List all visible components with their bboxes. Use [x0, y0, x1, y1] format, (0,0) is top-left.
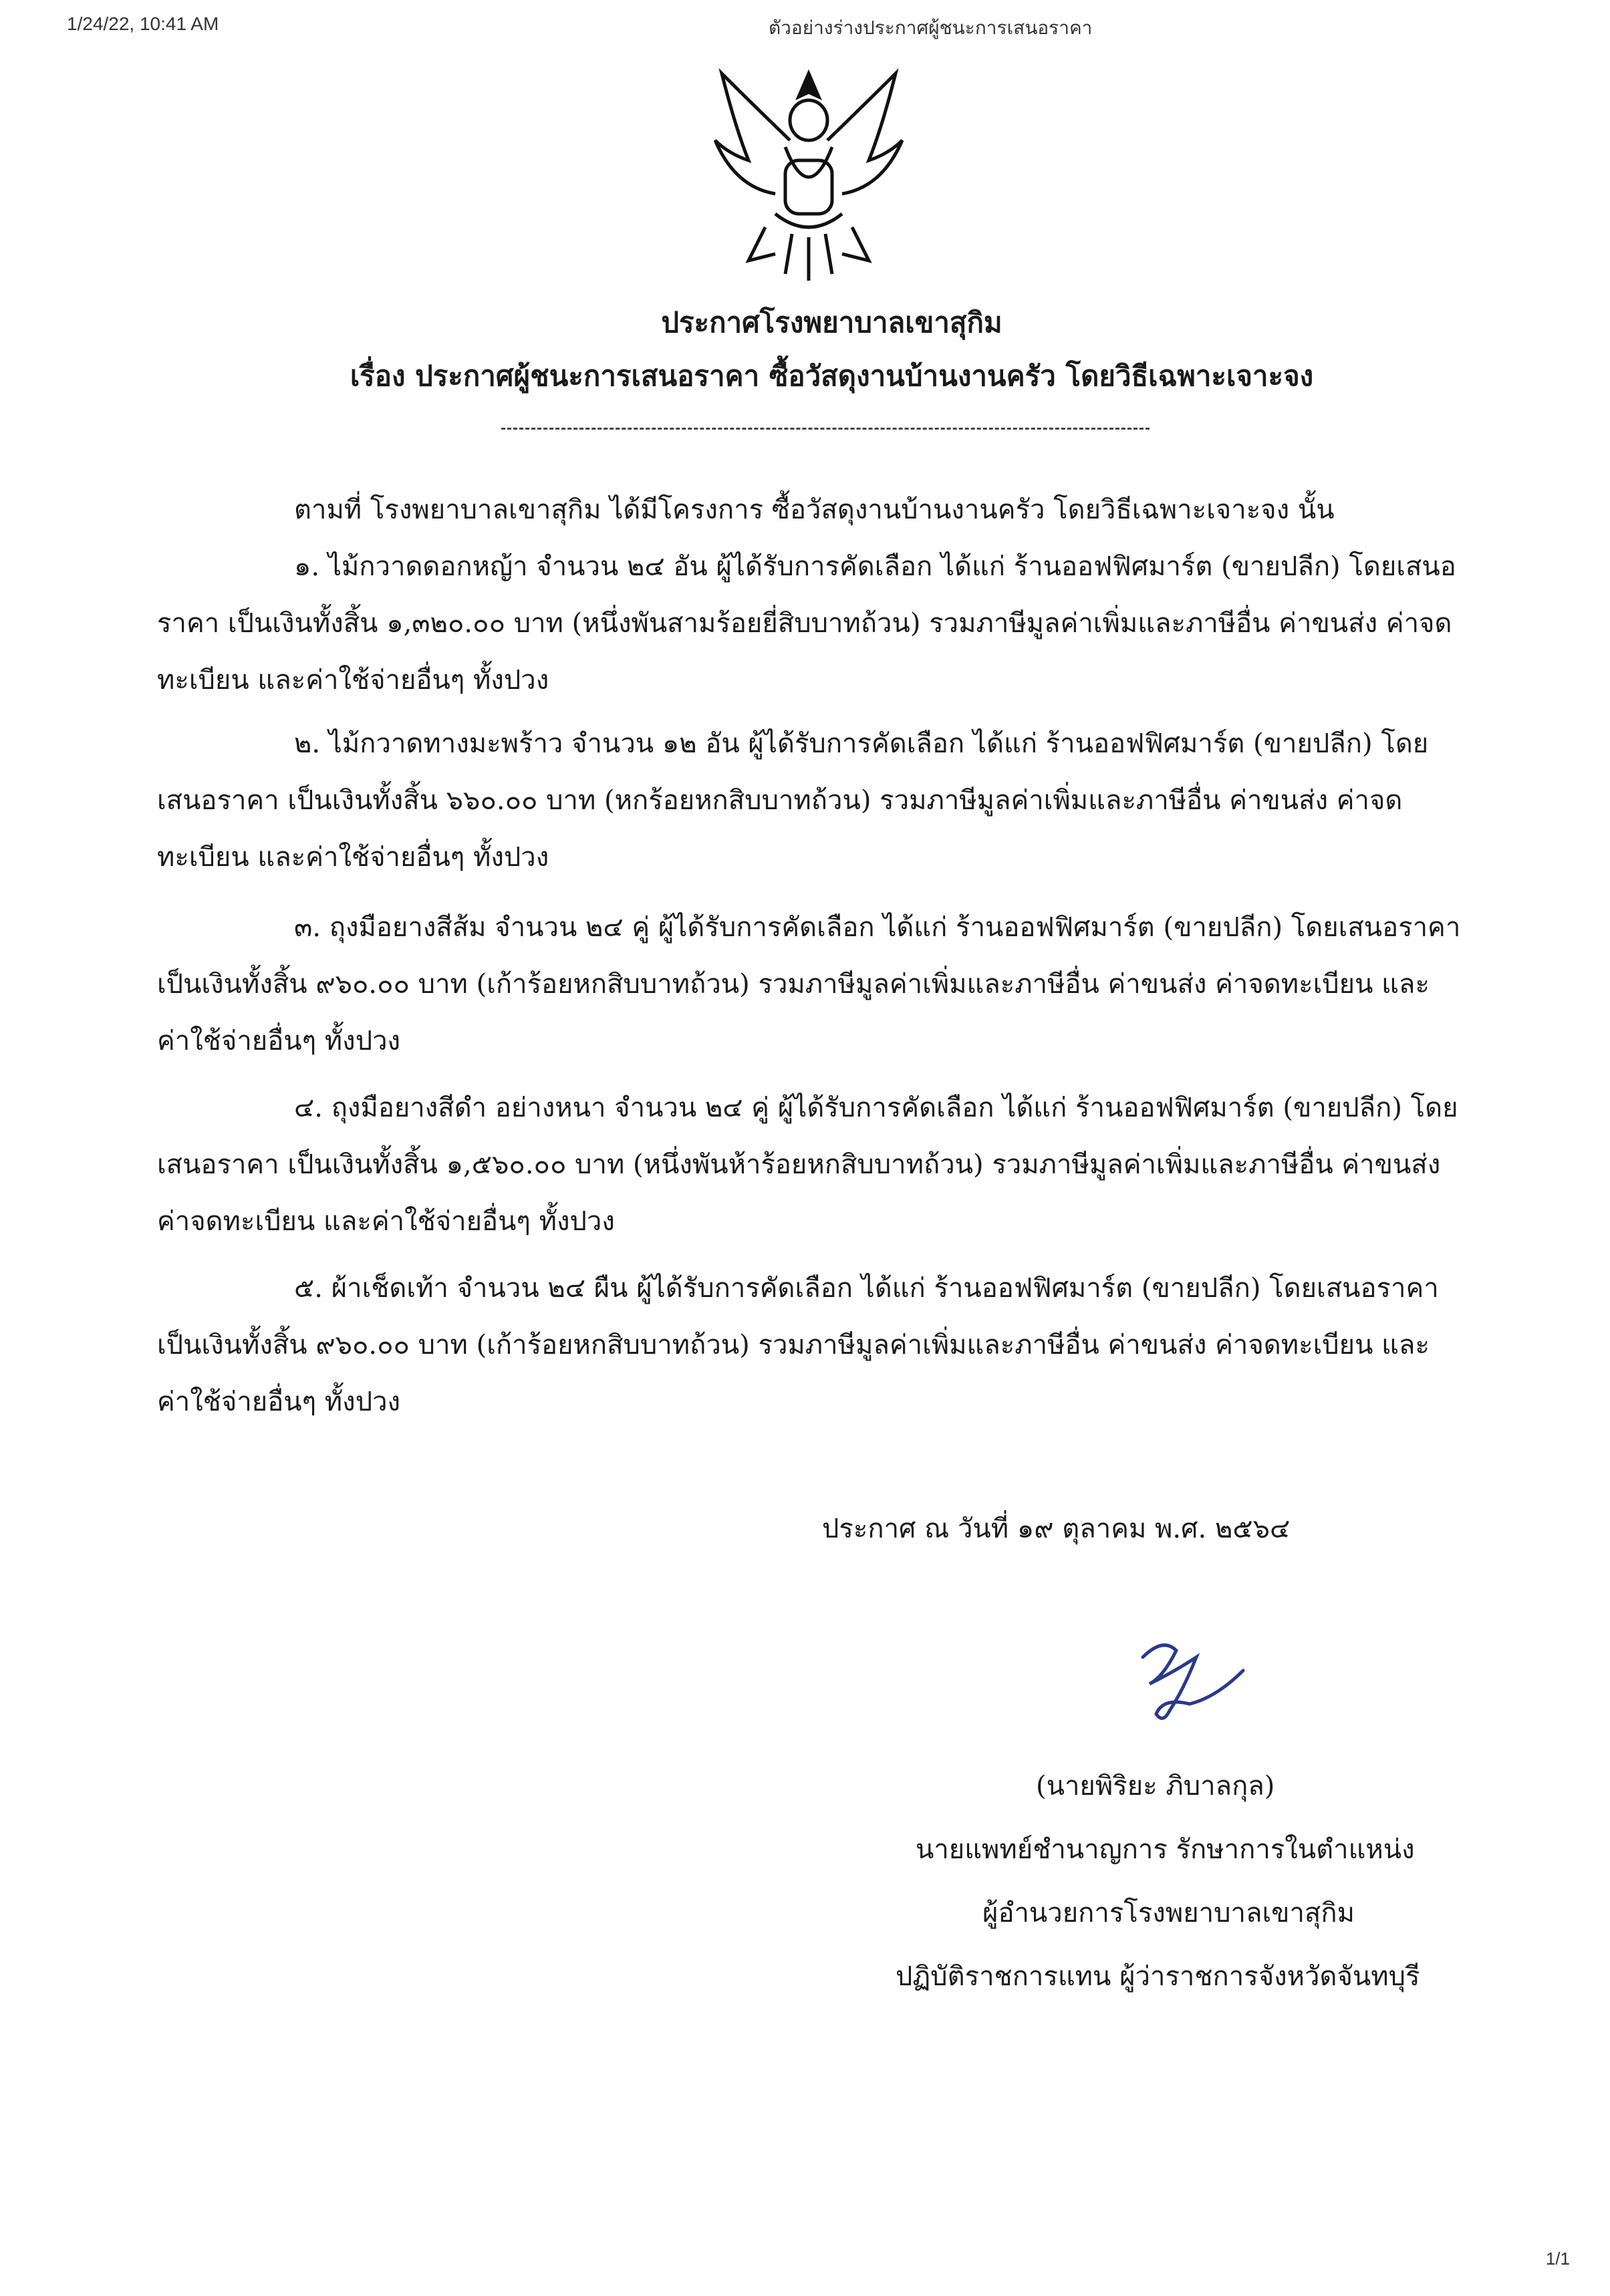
print-doc-title: ตัวอย่างร่างประกาศผู้ชนะการเสนอราคา — [769, 17, 1093, 38]
signatory-position-1: นายแพทย์ชำนาญการ รักษาการในตำแหน่ง — [916, 1834, 1415, 1865]
announcement-title: ประกาศโรงพยาบาลเขาสุกิม — [661, 306, 1002, 339]
signatory-position-3: ปฏิบัติราชการแทน ผู้ว่าราชการจังหวัดจันทบุรี — [896, 1961, 1420, 1992]
item-3-line-1: ๓. ถุงมือยางสีส้ม จำนวน ๒๔ คู่ ผู้ได้รับการคัดเลือก ได้แก่ ร้านออฟฟิศมาร์ต (ขายปลีก) โดยเสนอราคา — [294, 912, 1461, 943]
signatory-name: (นายพิริยะ ภิบาลกุล) — [1036, 1771, 1275, 1802]
announcement-date: ประกาศ ณ วันที่ ๑๙ ตุลาคม พ.ศ. ๒๕๖๔ — [822, 1514, 1291, 1544]
item-1-line-2: ราคา เป็นเงินทั้งสิ้น ๑,๓๒๐.๐๐ บาท (หนึ่งพันสามร้อยยี่สิบบาทถ้วน) รวมภาษีมูลค่าเพิ่มและภาษีอื่น ค่าขนส่ง ค่าจด — [157, 608, 1452, 639]
announcement-subject: เรื่อง ประกาศผู้ชนะการเสนอราคา ซื้อวัสดุงานบ้านงานครัว โดยวิธีเฉพาะเจาะจง — [350, 360, 1314, 392]
page-number: 1/1 — [1545, 2249, 1570, 2269]
garuda-emblem-icon — [708, 60, 909, 287]
signatory-position-2: ผู้อำนวยการโรงพยาบาลเขาสุกิม — [982, 1898, 1355, 1928]
item-1-line-1: ๑. ไม้กวาดดอกหญ้า จำนวน ๒๔ อัน ผู้ได้รับการคัดเลือก ได้แก่ ร้านออฟฟิศมาร์ต (ขายปลีก) โดยเสนอ — [294, 551, 1456, 582]
item-2-line-3: ทะเบียน และค่าใช้จ่ายอื่นๆ ทั้งปวง — [157, 842, 549, 873]
intro-paragraph: ตามที่ โรงพยาบาลเขาสุกิม ได้มีโครงการ ซื้อวัสดุงานบ้านงานครัว โดยวิธีเฉพาะเจาะจง นั้น — [294, 494, 1335, 525]
item-5-line-3: ค่าใช้จ่ายอื่นๆ ทั้งปวง — [157, 1387, 401, 1417]
item-4-line-1: ๔. ถุงมือยางสีดำ อย่างหนา จำนวน ๒๔ คู่ ผู้ได้รับการคัดเลือก ได้แก่ ร้านออฟฟิศมาร์ต (ขายปลีก) โดย — [294, 1093, 1458, 1123]
item-4-line-2: เสนอราคา เป็นเงินทั้งสิ้น ๑,๕๖๐.๐๐ บาท (หนึ่งพันห้าร้อยหกสิบบาทถ้วน) รวมภาษีมูลค่าเพิ่มและภาษีอื่น ค่าขนส่ง — [157, 1149, 1441, 1180]
handwritten-signature-icon — [1123, 1630, 1256, 1737]
item-3-line-2: เป็นเงินทั้งสิ้น ๙๖๐.๐๐ บาท (เก้าร้อยหกสิบบาทถ้วน) รวมภาษีมูลค่าเพิ่มและภาษีอื่น ค่าขนส่ง ค่าจดทะเบียน และ — [157, 969, 1430, 1000]
print-datetime: 1/24/22, 10:41 AM — [67, 13, 219, 34]
item-2-line-2: เสนอราคา เป็นเงินทั้งสิ้น ๖๖๐.๐๐ บาท (หกร้อยหกสิบบาทถ้วน) รวมภาษีมูลค่าเพิ่มและภาษีอื่น ค่าขนส่ง ค่าจด — [157, 785, 1403, 816]
item-1-line-3: ทะเบียน และค่าใช้จ่ายอื่นๆ ทั้งปวง — [157, 665, 549, 696]
dashed-divider — [501, 428, 1150, 430]
item-2-line-1: ๒. ไม้กวาดทางมะพร้าว จำนวน ๑๒ อัน ผู้ได้รับการคัดเลือก ได้แก่ ร้านออฟฟิศมาร์ต (ขายปลีก) โดย — [294, 728, 1429, 759]
item-3-line-3: ค่าใช้จ่ายอื่นๆ ทั้งปวง — [157, 1026, 401, 1056]
item-5-line-2: เป็นเงินทั้งสิ้น ๙๖๐.๐๐ บาท (เก้าร้อยหกสิบบาทถ้วน) รวมภาษีมูลค่าเพิ่มและภาษีอื่น ค่าขนส่ง ค่าจดทะเบียน และ — [157, 1330, 1430, 1360]
item-5-line-1: ๕. ผ้าเช็ดเท้า จำนวน ๒๔ ผืน ผู้ได้รับการคัดเลือก ได้แก่ ร้านออฟฟิศมาร์ต (ขายปลีก) โดยเสนอราคา — [294, 1273, 1439, 1304]
item-4-line-3: ค่าจดทะเบียน และค่าใช้จ่ายอื่นๆ ทั้งปวง — [157, 1206, 615, 1237]
